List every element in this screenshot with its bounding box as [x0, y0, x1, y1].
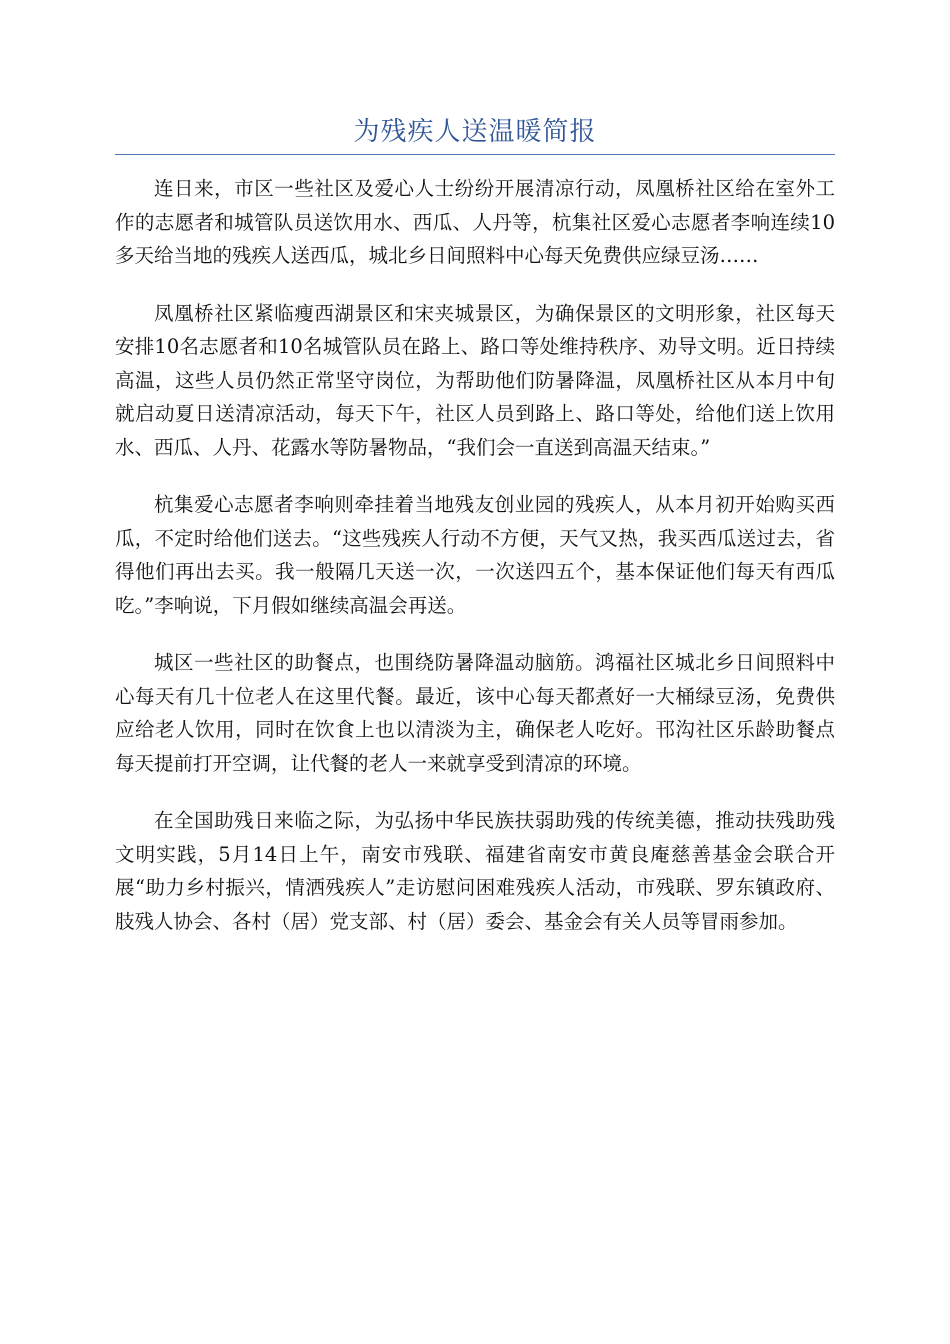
- paragraph-3: 杭集爱心志愿者李响则牵挂着当地残友创业园的残疾人，从本月初开始购买西瓜，不定时给他们送去。“这些残疾人行动不方便，天气又热，我买西瓜送过去，省得他们再出去买。我一般隔几天送一次，一次送四五个，基本保证他们每天有西瓜吃。”李响说，下月假如继续高温会再送。: [115, 493, 835, 617]
- paragraph-2: 凤凰桥社区紧临瘦西湖景区和宋夹城景区，为确保景区的文明形象，社区每天安排10名志愿者和10名城管队员在路上、路口等处维持秩序、劝导文明。近日持续高温，这些人员仍然正常坚守岗位，为帮助他们防暑降温，凤凰桥社区从本月中旬就启动夏日送清凉活动，每天下午，社区人员到路上、路口等处，给他们送上饮用水、西瓜、人丹、花露水等防暑物品，“我们会一直送到高温天结束。”: [115, 301, 835, 459]
- document-title: 为残疾人送温暖简报: [353, 117, 597, 147]
- paragraph-4: 城区一些社区的助餐点，也围绕防暑降温动脑筋。鸿福社区城北乡日间照料中心每天有几十位老人在这里代餐。最近，该中心每天都煮好一大桶绿豆汤，免费供应给老人饮用，同时在饮食上也以清淡为主，确保老人吃好。邗沟社区乐龄助餐点每天提前打开空调，让代餐的老人一来就享受到清凉的环境。: [115, 651, 835, 775]
- paragraph-5: 在全国助残日来临之际，为弘扬中华民族扶弱助残的传统美德，推动扶残助残文明实践，5月14日上午，南安市残联、福建省南安市黄良庵慈善基金会联合开展“助力乡村振兴，情洒残疾人”走访慰问困难残疾人活动，市残联、罗东镇政府、肢残人协会、各村（居）党支部、村（居）委会、基金会有关人员等冒雨参加。: [115, 809, 835, 933]
- document-body: [115, 172, 835, 962]
- paragraph-1: 连日来，市区一些社区及爱心人士纷纷开展清凉行动，凤凰桥社区给在室外工作的志愿者和城管队员送饮用水、西瓜、人丹等，杭集社区爱心志愿者李响连续10多天给当地的残疾人送西瓜，城北乡日间照料中心每天免费供应绿豆汤……: [115, 177, 835, 267]
- title-underline: [115, 154, 835, 155]
